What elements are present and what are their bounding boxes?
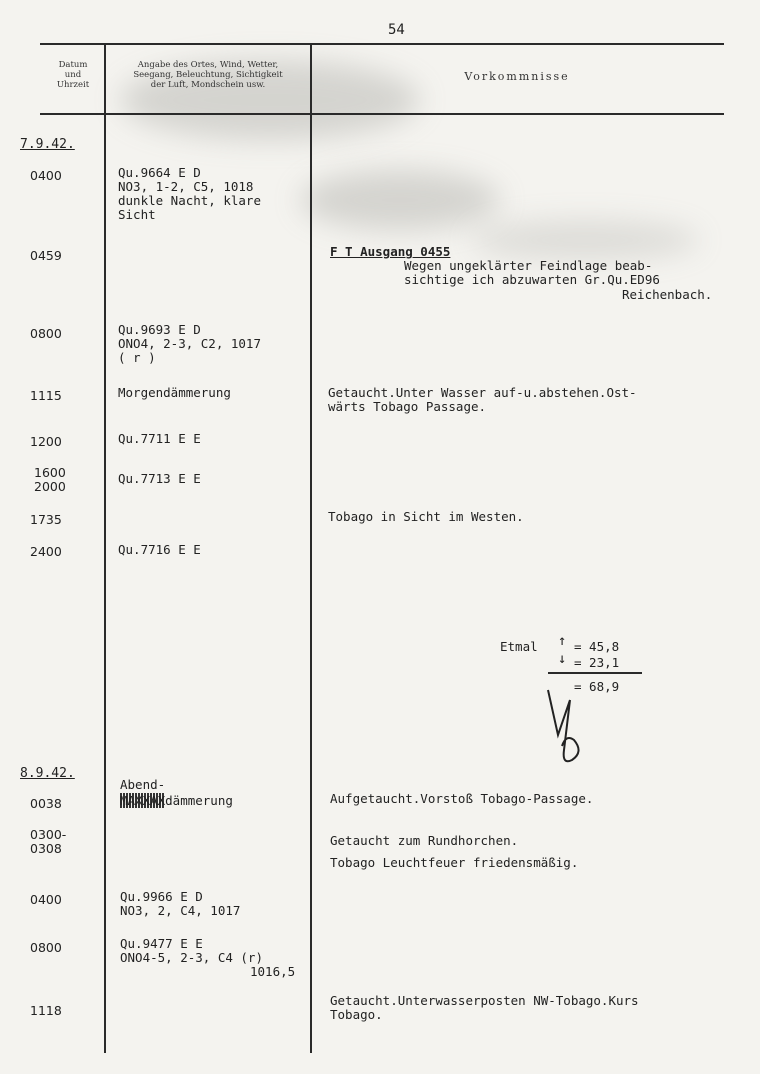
- etmal-label: Etmal: [500, 639, 538, 654]
- signature-name: Reichenbach.: [622, 287, 713, 302]
- time-entry: 0400: [30, 892, 62, 907]
- place-weather: Abend-: [120, 777, 166, 792]
- etmal-total: = 68,9: [574, 679, 620, 694]
- place-weather-pressure: 1016,5: [250, 964, 296, 979]
- table-top-rule: [40, 43, 724, 45]
- header-events: Vorkommnisse: [464, 70, 570, 83]
- place-weather: Morgendämmerung: [118, 385, 231, 400]
- place-weather-rest: dämmerung: [165, 793, 233, 808]
- event-text: Getaucht.Unterwasserposten NW-Tobago.Kurs Tobago.: [330, 993, 639, 1022]
- place-weather: Qu.9693 E D ONO4, 2-3, C2, 1017 ( r ): [118, 322, 261, 365]
- place-weather: Qu.7716 E E: [118, 542, 201, 557]
- arrow-down-icon: ↓: [558, 651, 567, 667]
- time-entry: 1200: [30, 434, 62, 449]
- time-entry: 0459: [30, 248, 62, 263]
- etmal-submerged: = 23,1: [574, 655, 620, 670]
- time-entry: 1735: [30, 512, 62, 527]
- time-entry: 0800: [30, 326, 62, 341]
- date-day1: 7.9.42.: [20, 137, 75, 152]
- column-divider-2: [310, 45, 312, 1053]
- place-weather-line2: [120, 794, 233, 808]
- radio-message-head: F T Ausgang 0455: [330, 244, 451, 259]
- time-entry: 0400: [30, 168, 62, 183]
- place-weather: Qu.9664 E D NO3, 1-2, C5, 1018 dunkle Nacht, klare Sicht: [118, 165, 261, 222]
- header-rule: [40, 113, 724, 115]
- place-weather: Qu.7711 E E: [118, 431, 201, 446]
- event-text: Aufgetaucht.Vorstoß Tobago-Passage.: [330, 791, 594, 806]
- struck-text: MAXXAX: [120, 793, 166, 808]
- scan-smudge: [300, 170, 500, 230]
- time-entry: 0038: [30, 796, 62, 811]
- time-entry: 1115: [30, 388, 62, 403]
- place-weather: Qu.9966 E D NO3, 2, C4, 1017: [120, 889, 241, 918]
- event-text: Tobago in Sicht im Westen.: [328, 509, 524, 524]
- header-date-time: Datum und Uhrzeit: [56, 60, 90, 90]
- place-weather: Qu.7713 E E: [118, 471, 201, 486]
- event-text: Getaucht.Unter Wasser auf-u.abstehen.Ost- wärts Tobago Passage.: [328, 385, 637, 414]
- arrow-up-icon: ↑: [558, 633, 567, 649]
- column-divider-1: [104, 45, 106, 1053]
- time-entry: 1118: [30, 1003, 62, 1018]
- time-entry: 1600 2000: [34, 465, 66, 494]
- event-text: Getaucht zum Rundhorchen. Tobago Leuchtfeuer friedensmäßig.: [330, 833, 579, 870]
- event-text: Wegen ungeklärter Feindlage beab- sichtige ich abzuwarten Gr.Qu.ED96: [404, 258, 660, 287]
- header-location-weather: Angabe des Ortes, Wind, Wetter, Seegang, Beleuchtung, Sichtigkeit der Luft, Mondschein usw.: [133, 60, 283, 90]
- place-weather: Qu.9477 E E ONO4-5, 2-3, C4 (r): [120, 936, 263, 965]
- handwritten-initials: [540, 680, 600, 770]
- time-entry: 2400: [30, 544, 62, 559]
- scan-smudge: [470, 220, 700, 260]
- time-entry: 0800: [30, 940, 62, 955]
- page-number: 54: [388, 22, 405, 38]
- etmal-surface: = 45,8: [574, 639, 620, 654]
- date-day2: 8.9.42.: [20, 766, 75, 781]
- time-entry: 0300- 0308: [30, 827, 67, 856]
- etmal-sum-rule: [548, 672, 642, 674]
